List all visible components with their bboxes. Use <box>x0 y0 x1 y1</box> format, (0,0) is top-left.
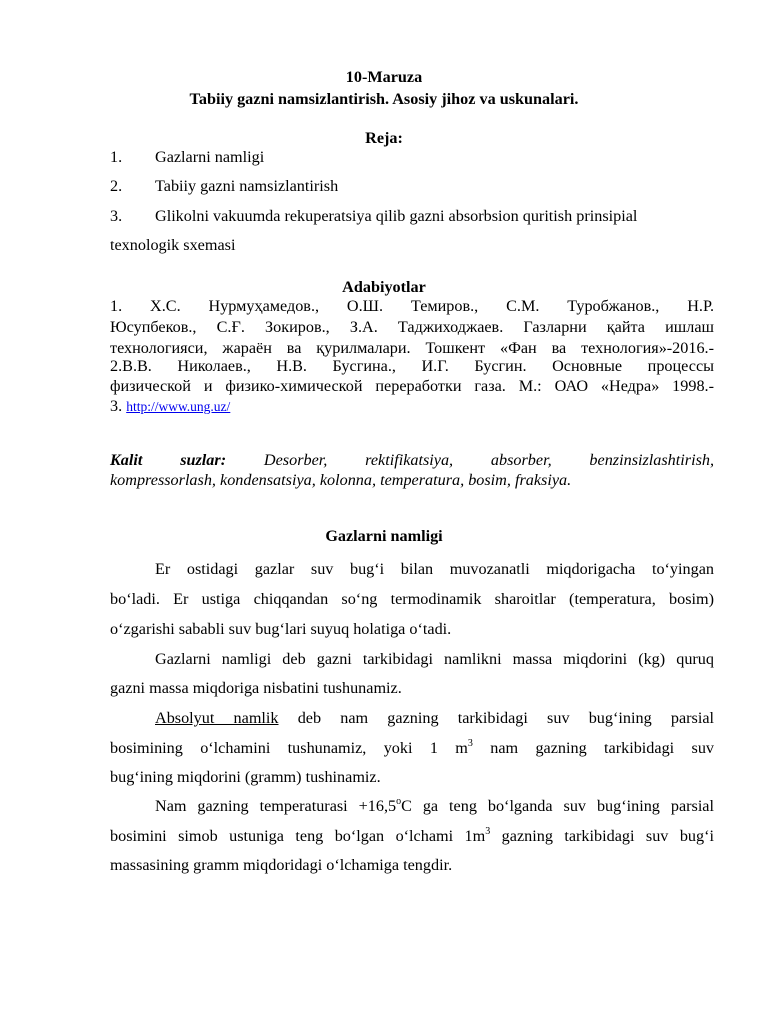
paragraph-line <box>155 709 714 728</box>
paragraph-text: bosimini simob ustuniga teng bo‘lgan o‘lchami 1m <box>110 827 486 845</box>
plan-item-text: Gazlarni namligi <box>155 148 265 166</box>
paragraph-text: gazning tarkibidagi suv bug‘i <box>501 827 714 845</box>
lecture-number: 10-Maruza <box>345 68 423 86</box>
paragraph-line: gazni massa miqdoriga nisbatini tushunamiz. <box>110 679 402 697</box>
keywords-text: Desorber, rektifikatsiya, absorber, benzinsizlashtirish, <box>263 451 715 469</box>
paragraph-text: nam gazning tarkibidagi suv <box>490 739 715 757</box>
paragraph-text: Nam gazning temperaturasi +16,5 <box>155 797 397 815</box>
paragraph-line: bo‘ladi. Er ustiga chiqqandan so‘ng termodinamik sharoitlar (temperatura, bosim) <box>110 590 714 608</box>
literature-line: Юсупбеков., С.Ғ. Зокиров., З.А. Таджиходжаев. Газларни қайта ишлаш <box>110 318 714 336</box>
literature-item-3 <box>110 397 230 416</box>
keywords-line-1 <box>110 451 714 470</box>
section-heading: Gazlarni namligi <box>325 527 443 545</box>
plan-item-number: 1. <box>110 148 123 166</box>
literature-item-3-number: 3. <box>110 397 123 415</box>
plan-item-continuation: texnologik sxemasi <box>110 236 236 254</box>
superscript: 3 <box>485 826 491 837</box>
superscript: 3 <box>467 738 473 749</box>
paragraph-line: Gazlarni namligi deb gazni tarkibidagi namlikni massa miqdorini (kg) quruq <box>155 650 714 668</box>
plan-heading: Reja: <box>365 129 403 147</box>
paragraph-line: Er ostidagi gazlar suv bug‘i bilan muvozanatli miqdorigacha to‘yingan <box>155 560 714 578</box>
keywords-line-2: kompressorlash, kondensatsiya, kolonna, temperatura, bosim, fraksiya. <box>110 471 572 489</box>
term-absolute-humidity: Absolyut namlik <box>155 709 279 727</box>
paragraph-line <box>110 827 714 846</box>
paragraph-text: deb nam gazning tarkibidagi suv bug‘ining parsial <box>297 709 714 727</box>
literature-line: 2.В.В. Николаев., Н.В. Бусгина., И.Г. Бусгин. Основные процессы <box>110 357 714 375</box>
literature-line: 1. Х.С. Нурмуҳамедов., О.Ш. Темиров., С.М. Туробжанов., Н.Р. <box>110 297 714 315</box>
keywords-label: Kalit suzlar: <box>110 451 227 469</box>
literature-line: технологияси, жараён ва қурилмалари. Тошкент «Фан ва технология»-2016.- <box>110 339 714 357</box>
literature-heading: Adabiyotlar <box>342 278 426 296</box>
plan-item-number: 3. <box>110 207 123 225</box>
paragraph-line: bug‘ining miqdorini (gramm) tushinamiz. <box>110 768 381 786</box>
plan-item-number: 2. <box>110 177 123 195</box>
lecture-title: Tabiiy gazni namsizlantirish. Asosiy jihoz va uskunalari. <box>189 90 579 108</box>
paragraph-line: massasining gramm miqdoridagi o‘lchamiga tengdir. <box>110 856 453 874</box>
paragraph-line <box>155 797 714 816</box>
paragraph-line <box>110 739 714 758</box>
paragraph-text: bosimining o‘lchamini tushunamiz, yoki 1 m <box>110 739 468 757</box>
paragraph-text: C ga teng bo‘lganda suv bug‘ining parsial <box>401 797 714 815</box>
literature-link[interactable]: http://www.ung.uz/ <box>126 399 231 414</box>
plan-item-text: Glikolni vakuumda rekuperatsiya qilib gazni absorbsion quritish prinsipial <box>155 207 638 225</box>
literature-line: физической и физико-химической переработки газа. М.: ОАО «Недра» 1998.- <box>110 377 714 395</box>
superscript: o <box>396 796 402 807</box>
paragraph-line: o‘zgarishi sababli suv bug‘lari suyuq holatiga o‘tadi. <box>110 620 452 638</box>
plan-item-text: Tabiiy gazni namsizlantirish <box>155 177 339 195</box>
